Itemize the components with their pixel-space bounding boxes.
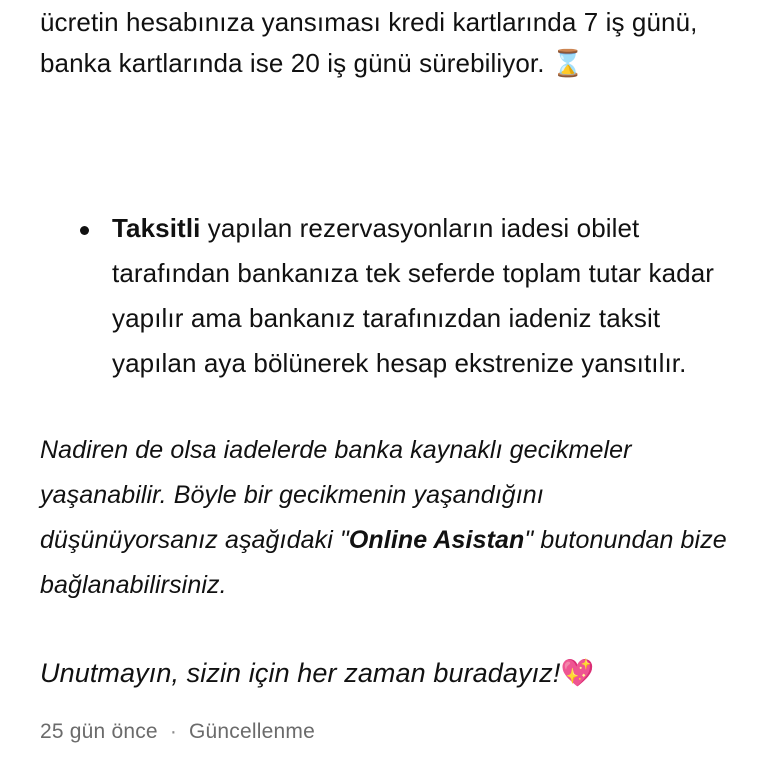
closing-text: Unutmayın, sizin için her zaman buradayız! — [40, 658, 561, 688]
sparkling-heart-icon: 💖 — [560, 658, 595, 688]
list-item-lead: Taksitli — [112, 213, 201, 243]
meta-label: Güncellenme — [189, 720, 315, 743]
meta-separator: · — [169, 720, 178, 743]
list-item-text: yapılan rezervasyonların iadesi obilet tarafından bankanıza tek seferde toplam tutar kadar yapılır ama bankanız tarafınızdan iadeniz taksit yapılan aya bölünerek hesap ekstrenize yansıtılır. — [112, 213, 715, 378]
article-meta — [40, 694, 728, 744]
note-paragraph-part1: Nadiren de olsa iadelerde banka kaynaklı gecikmeler yaşanabilir. Böyle bir gecikmenin yaşandığını düşünüyorsanız aşağıdaki " — [40, 436, 632, 554]
list-item — [40, 206, 728, 386]
closing-paragraph — [40, 608, 728, 694]
timestamp: 25 gün önce — [40, 720, 158, 743]
intro-paragraph-text: ücretin hesabınıza yansıması kredi kartlarında 7 iş günü, banka kartlarında ise 20 iş günü sürebiliyor. — [40, 7, 698, 78]
intro-paragraph — [40, 0, 728, 84]
article-body — [40, 0, 728, 744]
hourglass-icon: ⌛ — [551, 48, 585, 78]
bullet-list — [40, 206, 728, 386]
online-assistant-label: Online Asistan — [348, 526, 525, 554]
bullet-dot-icon — [80, 226, 89, 235]
note-paragraph-part2: " butonundan bize bağlanabilirsiniz. — [40, 526, 727, 599]
note-paragraph — [40, 386, 728, 608]
